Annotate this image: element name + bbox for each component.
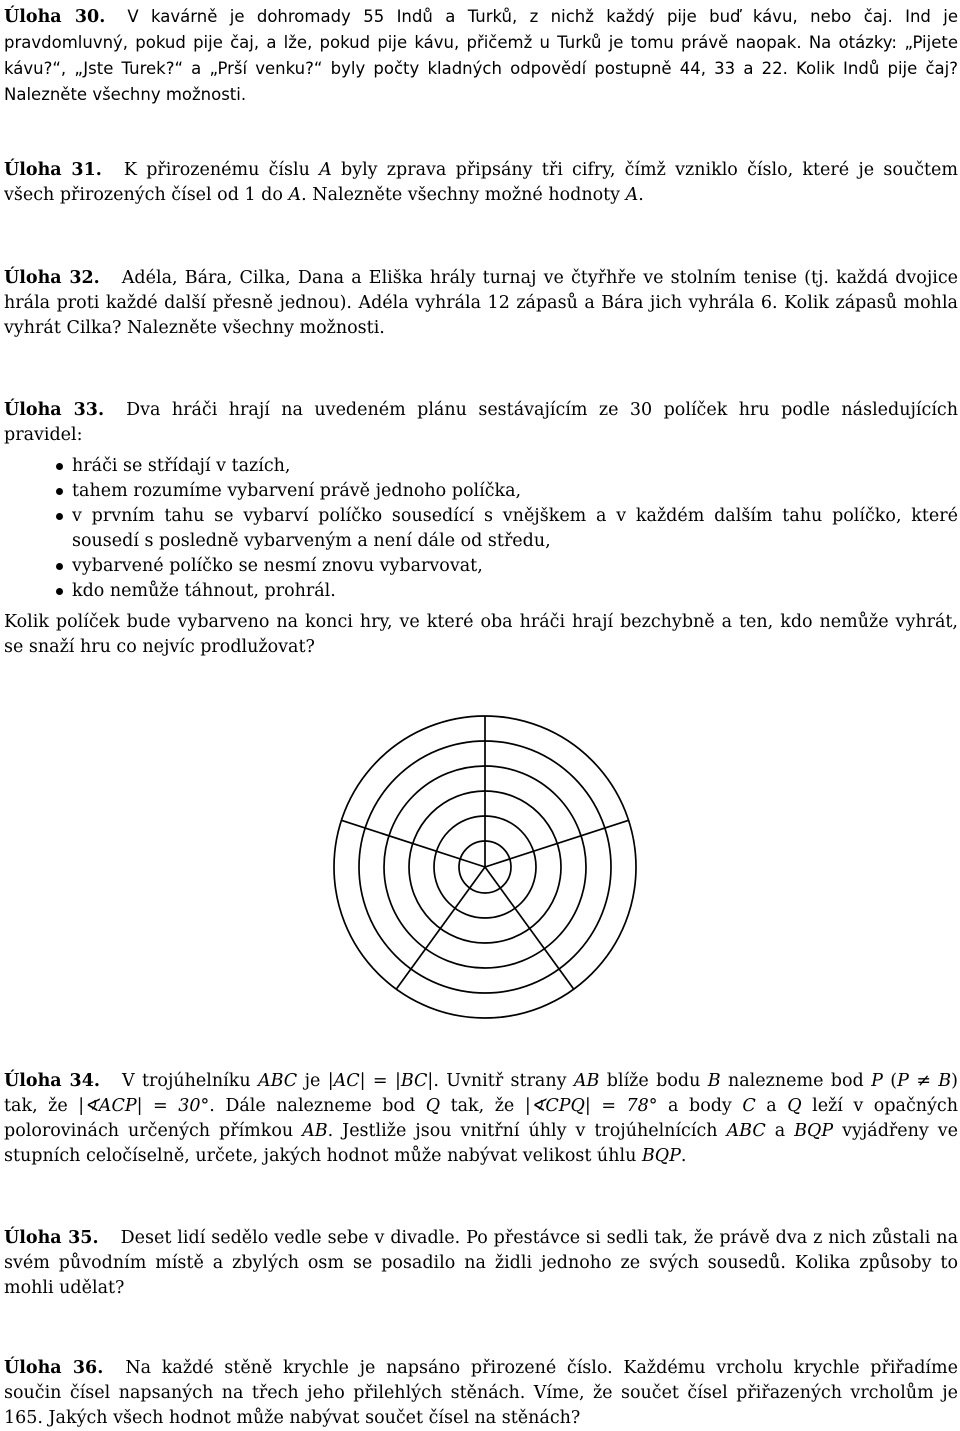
math: |∢CPQ| = 78° — [524, 1096, 658, 1116]
text: . Nalezněte všechny možné hodnoty — [301, 185, 626, 205]
math-var: A — [625, 185, 639, 205]
text: ) tak, že — [4, 1071, 958, 1116]
problem-label: Úloha 33. — [4, 400, 105, 420]
problem-30 — [4, 4, 958, 108]
problem-label: Úloha 32. — [4, 268, 100, 288]
rule-item: kdo nemůže táhnout, prohrál. — [72, 579, 958, 604]
game-board-figure — [330, 712, 640, 1022]
problem-text: Na každé stěně krychle je napsáno přirozené číslo. Každému vrcholu krychle přiřadíme součin čísel napsaných na třech jeho přilehlých stěnách. Víme, že součet čísel přiřazených vrcholům je 165. Jakých všech hodnot může nabývat součet čísel na stěnách? — [4, 1358, 958, 1428]
problem-30-text — [4, 4, 958, 108]
math: P — [871, 1071, 883, 1091]
text: . — [680, 1146, 687, 1166]
text: a — [755, 1096, 788, 1116]
problem-32-text — [4, 266, 958, 341]
text: K přirozenému číslu — [123, 160, 320, 180]
text: nalezneme bod — [720, 1071, 872, 1091]
math: Q — [787, 1096, 802, 1116]
math: BQP — [794, 1121, 834, 1141]
problem-text: V kavárně je dohromady 55 Indů a Turků, z nichž každý pije buď kávu, nebo čaj. Ind je pravdomluvný, pokud pije čaj, a lže, pokud pije kávu, přičemž u Turků je tomu právě naopak. Na otázky: — [4, 7, 958, 52]
math: C — [742, 1096, 756, 1116]
math: P ≠ B — [897, 1071, 952, 1091]
problem-34-text — [4, 1069, 958, 1169]
text: je — [297, 1071, 328, 1091]
math: |∢ACP| = 30° — [78, 1096, 210, 1116]
board-spoke — [396, 867, 485, 989]
problem-33 — [4, 398, 958, 660]
math: ABC — [257, 1071, 298, 1091]
text: tak, že — [440, 1096, 525, 1116]
text: , — [60, 59, 75, 78]
text: . Uvnitř strany — [433, 1071, 574, 1091]
math: BQP — [641, 1146, 681, 1166]
problem-32 — [4, 266, 958, 341]
text: ( — [882, 1071, 898, 1091]
text: a body — [657, 1096, 743, 1116]
problem-text: Adéla, Bára, Cilka, Dana a Eliška hrály turnaj ve čtyřhře ve stolním tenise (tj. každá dvojice hrála proti každé další přesně jednou). Adéla vyhrála 12 zápasů a Bára jich vyhrála 6. Kolik zápasů mohla vyhrát Cilka? Nalezněte všechny možnosti. — [4, 268, 958, 338]
rule-item: hráči se střídají v tazích, — [72, 454, 958, 479]
text: byly zprava připsány tři cifry, čímž vzniklo číslo, které je součtem všech přirozených čísel od 1 do — [4, 160, 958, 205]
rule-item: vybarvené políčko se nesmí znovu vybarvovat, — [72, 554, 958, 579]
text: V trojúhelníku — [122, 1071, 258, 1091]
problem-35 — [4, 1226, 958, 1301]
math-var: A — [319, 160, 332, 180]
text: blíže bodu — [599, 1071, 708, 1091]
problem-label: Úloha 35. — [4, 1228, 99, 1248]
text: a — [183, 59, 210, 78]
board-spoke — [485, 820, 629, 867]
board-spoke — [341, 820, 485, 867]
text: leží v opačných polorovinách určených přímkou — [4, 1096, 958, 1141]
rules-list — [4, 454, 958, 604]
text: . Dále nalezneme bod — [209, 1096, 426, 1116]
math: Q — [425, 1096, 441, 1116]
math: AB — [573, 1071, 600, 1091]
problem-31 — [4, 158, 958, 208]
rule-item: v prvním tahu se vybarví políčko sousedící s vnějškem a v každém dalším tahu políčko, které sousedí s posledně vybarveným a není dále od středu, — [72, 504, 958, 554]
text: vyjádřeny ve stupních celočíselně, určete, jakých hodnot může nabývat velikost úhlu — [4, 1121, 958, 1166]
math: AB — [302, 1121, 328, 1141]
text: byly počty kladných odpovědí postupně 44, 33 a 22. Kolik Indů pije čaj? Nalezněte všechny možnosti. — [4, 59, 958, 104]
problem-label: Úloha 36. — [4, 1358, 104, 1378]
problem-31-text — [4, 158, 958, 208]
text: a — [765, 1121, 795, 1141]
rule-item: tahem rozumíme vybarvení právě jednoho políčka, — [72, 479, 958, 504]
problem-33-intro — [4, 398, 958, 448]
quote: „Pijete kávu?“ — [4, 33, 958, 78]
math-var: A — [288, 185, 302, 205]
text: . Jestliže jsou vnitřní úhly v trojúhelnících — [327, 1121, 727, 1141]
problem-33-question: Kolik políček bude vybarveno na konci hry, ve které oba hráči hrají bezchybně a ten, kdo nemůže vyhrát, se snaží hru co nejvíc prodlužovat? — [4, 612, 958, 657]
problem-36 — [4, 1356, 958, 1431]
problem-label: Úloha 34. — [4, 1071, 100, 1091]
math: |AC| = |BC| — [327, 1071, 434, 1091]
math: ABC — [726, 1121, 766, 1141]
problem-35-text — [4, 1226, 958, 1301]
problem-label: Úloha 30. — [4, 7, 106, 27]
math: B — [707, 1071, 721, 1091]
problem-text: Dva hráči hrají na uvedeném plánu sestávajícím ze 30 políček hru podle následujících pravidel: — [4, 400, 959, 445]
problem-34 — [4, 1069, 958, 1169]
problem-text: Deset lidí sedělo vedle sebe v divadle. Po přestávce si sedli tak, že právě dva z nich zůstali na svém původním místě a zbylých osm se posadilo na židli jednoho ze svých sousedů. Kolika způsoby to mohli udělat? — [4, 1228, 958, 1298]
board-spoke — [485, 867, 574, 989]
problem-label: Úloha 31. — [4, 160, 102, 180]
problem-36-text — [4, 1356, 958, 1431]
quote: „Prší venku?“ — [209, 59, 323, 78]
quote: „Jste Turek?“ — [74, 59, 183, 78]
text: . — [638, 185, 644, 205]
